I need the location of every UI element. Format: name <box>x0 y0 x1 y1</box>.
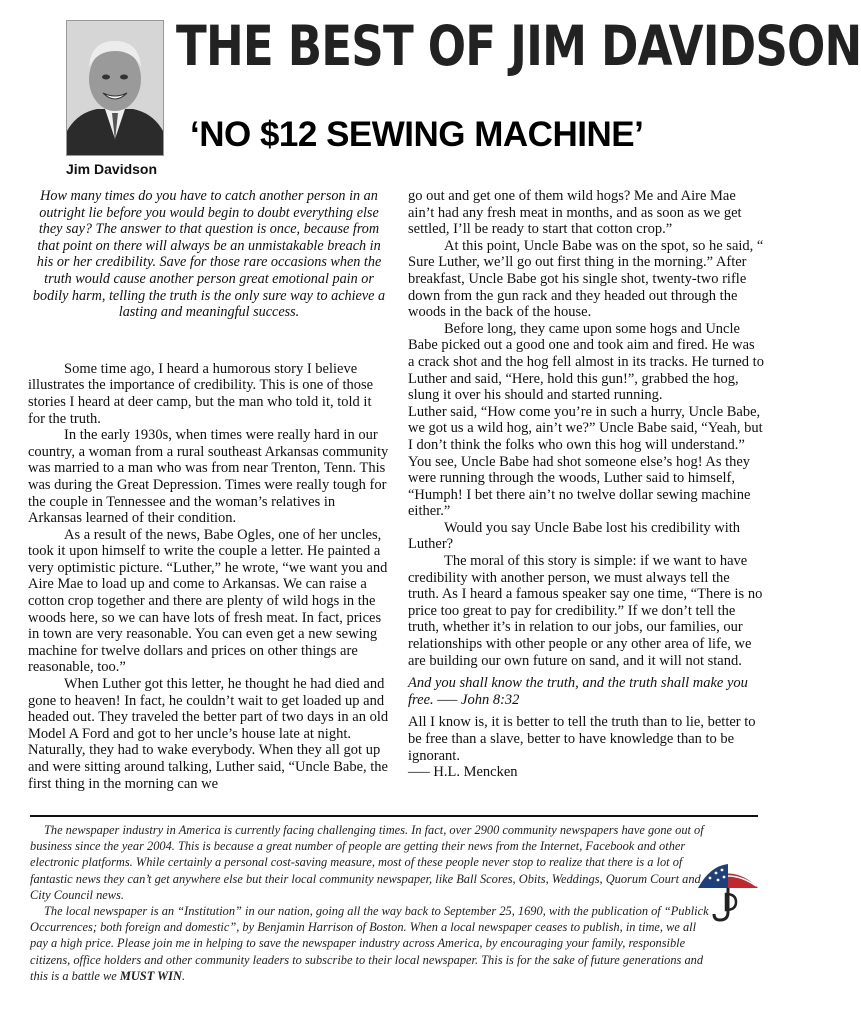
left-column <box>28 188 390 792</box>
body-paragraph: The moral of this story is simple: if we want to have credibility with another person, we must always tell the truth. As I heard a famous speaker say one time, “There is no price too great to pay for credibility.” If we don’t tell the truth, whether it’s in relation to our jobs, our families, our relationships with other people or any other area of life, we are building our own future on sand, and it will not stand. <box>408 553 763 669</box>
body-paragraph: In the early 1930s, when times were really hard in our country, a woman from a rural southeast Arkansas community was married to a man who was from near Trenton, Tenn. This was during the Great Depression. Times were really tough for the couple in Tennessee and the woman’s relatives in Arkansas learned of their condition. <box>28 427 389 527</box>
note-paragraph-2 <box>30 903 716 984</box>
closing-paragraph: All I know is, it is better to tell the truth than to lie, better to be free than a slave, better to have knowledge than to be ignorant. <box>408 714 756 764</box>
body-paragraph: Would you say Uncle Babe lost his credibility with Luther? <box>408 519 741 553</box>
column-masthead: THE BEST OF JIM DAVIDSON <box>176 14 861 78</box>
body-paragraph: At this point, Uncle Babe was on the spot, so he said, “ Sure Luther, we’ll go out first thing in the morning.” After breakfast, Uncle Babe got his single shot, twenty-two rifle down from the gun rack and they headed out through the woods in the back of the house. <box>408 237 764 321</box>
note-text: The local newspaper is an “Institution” in our nation, going all the way back to September 25, 1690, with the publication of “Publick Occurrences; both foreign and domestic”, by Benjamin Harrison of Boston. When a local newspaper ceases to publish, in time, we all pay a high price. Please join me in helping to save the newspaper industry across America, by encouraging your family, responsible citizens, office holders and other community leaders to subscribe to their local newspaper. This is for the sake of future generations and this is a battle we <box>30 904 709 983</box>
quote-attribution: —– H.L. Mencken <box>408 764 518 781</box>
right-column <box>408 188 764 781</box>
author-portrait <box>66 20 164 156</box>
intro-paragraph: How many times do you have to catch another person in an outright lie before you would begin to doubt everything else they say? The answer to that question is once, because from that point on there will always be an unmistakable breach in his or her credibility. Save for those rare occasions when the truth would cause another person great emotional pain or bodily harm, telling the truth is the only sure way to achieve a lasting and meaningful success. <box>32 188 386 321</box>
note-paragraph: The newspaper industry in America is currently facing challenging times. In fact, over 2900 community newspapers have gone out of business since the year 2004. This is because a great number of people are getting their news from the Internet, Facebook and other electronic platforms. While certainly a personal cost-saving measure, most of these people never stop to realize that there is a lot of fantastic news they can’t get anywhere else but their local community newspaper, like Ball Scores, Obits, Weddings, Quorum Court and City Council news. <box>30 823 704 902</box>
body-paragraph: Before long, they came upon some hogs and Uncle Babe picked out a good one and took aim and fired. He was a crack shot and the hog fell almost in its tracks. He turned to Luther and said, “Here, hold this gun!”, grabbed the hog, slung it over his should and started running. <box>408 320 764 404</box>
body-paragraph: go out and get one of them wild hogs? Me and Aire Mae ain’t had any fresh meat in months, and as soon as we get settled, I’ll be ready to start that cotton crop.” <box>408 188 742 238</box>
body-paragraph: Some time ago, I heard a humorous story I believe illustrates the importance of credibility. This is one of those stories I heard at deer camp, but the man who told it, told it for the truth. <box>28 360 374 427</box>
section-divider <box>30 815 758 817</box>
body-paragraph: When Luther got this letter, he thought he had died and gone to heaven! In fact, he couldn’t wait to get loaded up and headed out. They traveled the better part of two days in an old Model A Ford and got to her uncle’s house late at night. Naturally, they had to wake everybody. When they all got up and were sitting around talking, Luther said, “Uncle Babe, the first thing in the morning can we <box>28 676 389 792</box>
article-headline: ‘NO $12 SEWING MACHINE’ <box>190 115 644 154</box>
note-text-end: . <box>181 968 186 983</box>
umbrella-jd-logo-icon <box>696 860 760 924</box>
note-emphasis: MUST WIN <box>119 968 182 983</box>
newspaper-industry-note <box>30 822 716 984</box>
body-paragraph: As a result of the news, Babe Ogles, one of her uncles, took it upon himself to write the couple a letter. He painted a very optimistic picture. “Luther,” he wrote, “we want you and Aire Mae to load up and come to Arkansas. We can raise a cotton crop together and there are plenty of wild hogs in the woods here, so we can have lots of fresh meat. In fact, prices in town are very reasonable. You can even get a new sewing machine for twelve dollars and prices on other things are reasonable, too.” <box>28 526 388 676</box>
scripture-quote: And you shall know the truth, and the truth shall make you free. —– John 8:32 <box>408 675 748 708</box>
photo-caption: Jim Davidson <box>66 161 158 177</box>
body-paragraph: Luther said, “How come you’re in such a hurry, Uncle Babe, we got us a wild hog, ain’t we?” Uncle Babe said, “Yeah, but I don’t think the folks who own this hog will understand.” You see, Uncle Babe had shot someone else’s hog! As they were running through the woods, Luther said to himself, “Humph! I bet there ain’t no twelve dollar sewing machine either.” <box>408 403 763 520</box>
